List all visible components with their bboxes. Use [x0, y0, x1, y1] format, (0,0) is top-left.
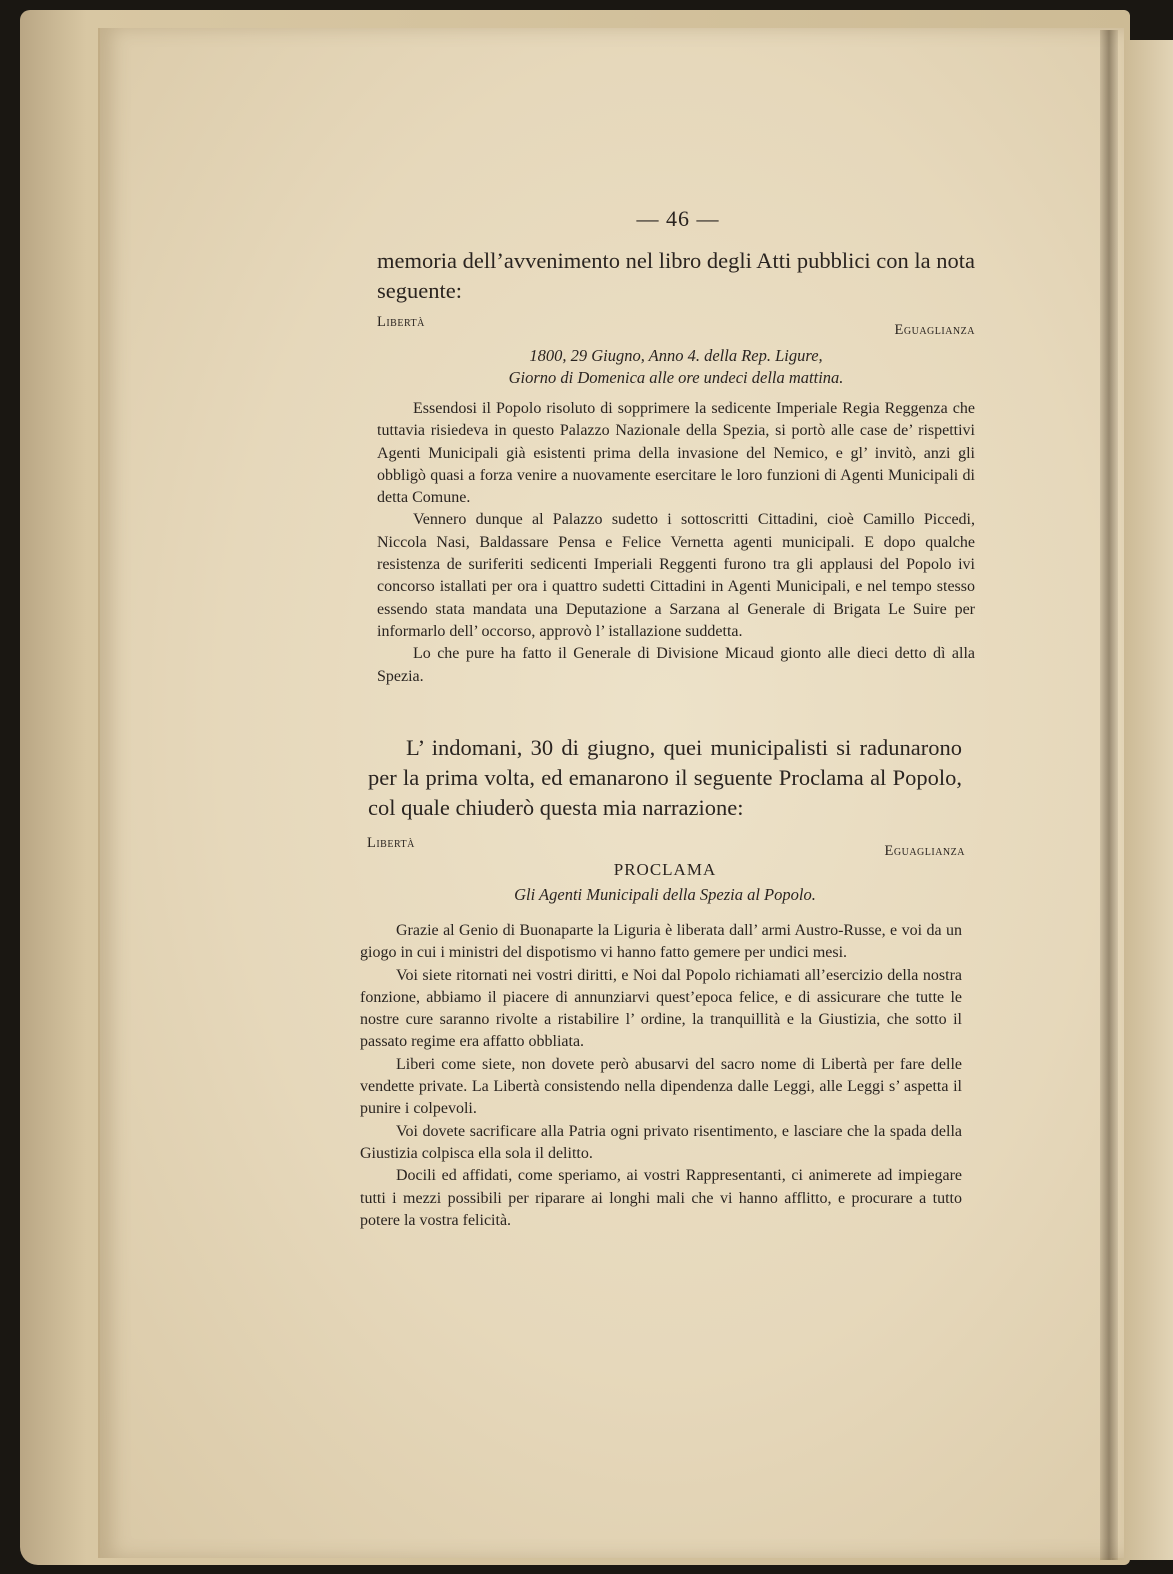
proclama-paragraph: Docili ed affidati, come speriamo, ai vostri Rappresentanti, ci animerete ad impiegare tutti i mezzi possibili per riparare ai longhi mali che vi hanno afflitto, e procurare a tutto potere la vostra felicità.	[360, 1167, 962, 1229]
dateline-time: Giorno di Domenica alle ore undeci della mattina.	[508, 368, 844, 387]
motto-liberta-2: Libertà	[367, 835, 415, 851]
nota-body	[377, 398, 975, 688]
narrative-text: L’ indomani, 30 di giugno, quei municipalisti si radunarono per la prima volta, ed emanarono il seguente Proclama al Popolo, col quale chiuderò questa mia narrazione:	[368, 735, 962, 820]
motto-liberta: Libertà	[377, 314, 425, 330]
proclama-paragraph: Grazie al Genio di Buonaparte la Liguria è liberata dall’ armi Austro-Russe, e voi da un giogo in cui i ministri del dispotismo vi hanno fatto gemere per undici mesi.	[360, 922, 962, 962]
narrative-paragraph	[368, 733, 962, 823]
proclama-paragraph: Liberi come siete, non dovete però abusarvi del sacro nome di Libertà per fare delle vendette private. La Libertà consistendo nella dipendenza dalle Leggi, alle Leggi s’ aspetta il punire i colpevoli.	[360, 1055, 962, 1118]
nota-paragraph: Lo che pure ha fatto il Generale di Divisione Micaud gionto alle dieci detto dì alla Spezia.	[377, 645, 975, 685]
proclama-paragraph: Voi dovete sacrificare alla Patria ogni privato risentimento, e lasciare che la spada della Giustizia colpisca ella sola il delitto.	[360, 1122, 962, 1162]
proclama-title: PROCLAMA	[613, 860, 717, 879]
dateline-date: 1800, 29 Giugno, Anno 4. della Rep. Ligure,	[529, 346, 823, 365]
proclama-paragraph: Voi siete ritornati nei vostri diritti, e Noi dal Popolo richiamati all’esercizio della nostra fonzione, abbiamo il piacere di annunziarvi quest’epoca felice, e di assicurare che tutte le nostre cure saranno rivolte a ristabilire l’ ordine, la tranquillità e la Giustizia, che sotto il passato regime era affatto obbliata.	[360, 966, 962, 1051]
nota-paragraph: Essendosi il Popolo risoluto di sopprimere la sedicente Imperiale Regia Reggenza che tuttavia risiedeva in questo Palazzo Nazionale della Spezia, si portò alle case de’ rispettivi Agenti Municipali già esistenti prima della invasione del Nemico, e gl’ invitò, anzi gli obbligò quasi a forza venire a nuovamente esercitare le loro funzioni di Agenti Municipali di detta Comune.	[377, 400, 975, 507]
motto-eguaglianza: Eguaglianza	[894, 322, 975, 338]
nota-paragraph: Vennero dunque al Palazzo sudetto i sottoscritti Cittadini, cioè Camillo Piccedi, Niccola Nasi, Baldassare Pensa e Felice Vernetta agenti municipali. E dopo qualche resistenza de suriferiti sedicenti Imperiali Reggenti furono tra gli applausi del Popolo ivi concorso istallati per ora i quattro sudetti Cittadini in Agenti Municipali, e nel tempo stesso essendo stata mandata una Deputazione a Sarzana al Generale di Brigata Le Suire per informarlo dell’ occorso, approvò l’ istallazione suddetta.	[377, 511, 975, 640]
proclama-body	[360, 920, 962, 1232]
page-number: — 46 —	[636, 206, 720, 231]
intro-paragraph: memoria dell’avvenimento nel libro degli Atti pubblici con la nota seguente:	[377, 248, 975, 303]
proclama-subtitle: Gli Agenti Municipali della Spezia al Popolo.	[514, 885, 816, 904]
binding-gutter	[1100, 30, 1118, 1560]
motto-eguaglianza-2: Eguaglianza	[884, 843, 965, 859]
